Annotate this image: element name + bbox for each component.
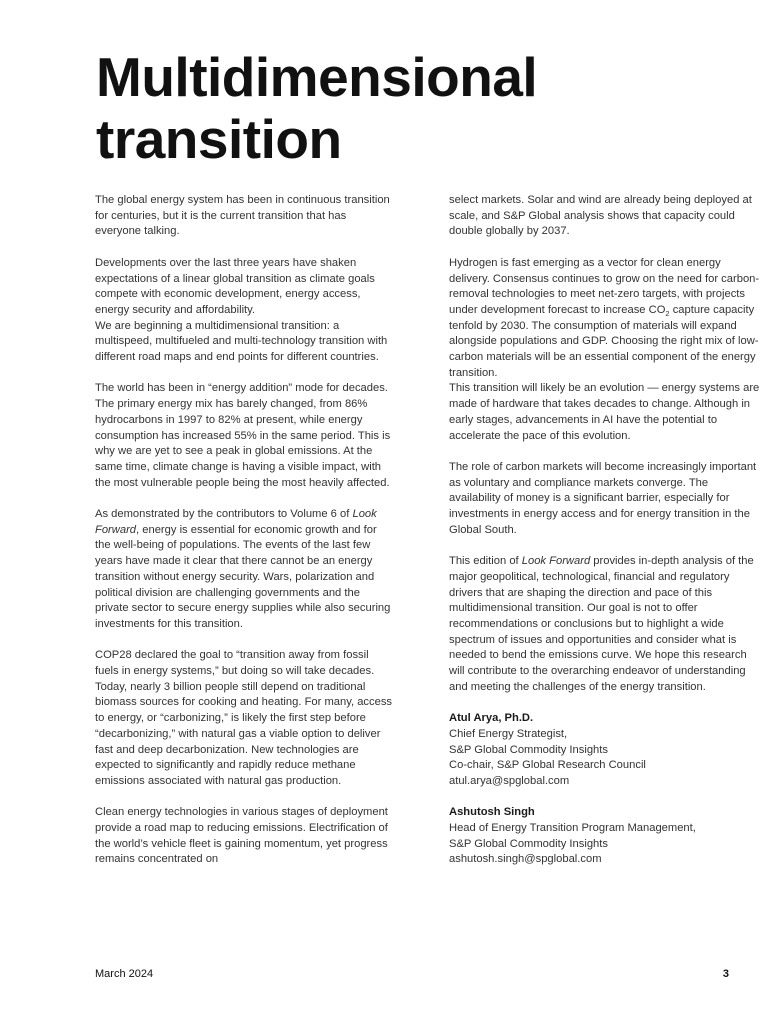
- signatory-name: Atul Arya, Ph.D.: [449, 712, 534, 725]
- publication-title: Look Forward: [95, 508, 377, 536]
- page-title: Multidimensional transition: [96, 46, 538, 170]
- paragraph: This transition will likely be an evolution — energy systems are made of hardware that takes decades to change. Although in early stages, advancements in AI have the potential to accelerate the pace of this evolution.: [449, 382, 760, 442]
- paragraph: The role of carbon markets will become increasingly important as voluntary and compliance markets converge. The availability of money is a significant barrier, especially for investments in energy access and for energy transition in the Global South.: [449, 460, 757, 536]
- text-run: Hydrogen is fast emerging as a vector for clean energy delivery. Consensus continues to grow on the need for carbon-removal technologies to meet net-zero targets, with projects under development forecast to increase CO: [449, 256, 760, 316]
- signatory-email[interactable]: atul.arya@spglobal.com: [449, 774, 570, 787]
- signatory-email[interactable]: ashutosh.singh@spglobal.com: [449, 853, 602, 866]
- text-run: , energy is essential for economic growth and for the well-being of populations. The events of the last few years have made it clear that there cannot be an energy transition without energy security. Wars, polarization and political division are challenging governments and the private sector to secure energy supplies while also securing investments for this transition.: [95, 523, 391, 630]
- publication-title: Look Forward: [521, 555, 591, 568]
- right-column: [449, 193, 761, 884]
- text-run: provides in-depth analysis of the major geopolitical, technological, financial and regulatory drivers that are shaping the direction and pace of this multidimensional transition. Our goal is not to offer recommendations or conclusions but to highlight a wide spectrum of issues and opportunities and consider what is needed to bend the emissions curve. We hope this research will contribute to the overarching endeavor of understanding and meeting the challenges of the energy transition.: [449, 555, 754, 693]
- signatory-organization: S&P Global Commodity Insights: [449, 743, 608, 756]
- signatory-name: Ashutosh Singh: [449, 806, 535, 819]
- signatory-role: Co-chair, S&P Global Research Council: [449, 759, 646, 772]
- paragraph: Developments over the last three years have shaken expectations of a linear global transition as climate goals compete with economic development, energy access, energy security and affordability.: [95, 256, 375, 316]
- text-run: As demonstrated by the contributors to Volume 6 of: [95, 508, 353, 521]
- paragraph: [95, 507, 395, 633]
- paragraph: Clean energy technologies in various stages of deployment provide a road map to reducing emissions. Electrification of the world’s vehicle fleet is gaining momentum, yet progress remains concentrated on: [95, 806, 388, 866]
- signatory-title: Head of Energy Transition Program Management,: [449, 822, 696, 835]
- paragraph: select markets. Solar and wind are already being deployed at scale, and S&P Global analysis shows that capacity could double globally by 2037.: [449, 194, 752, 238]
- paragraph: COP28 declared the goal to “transition away from fossil fuels in energy systems,” but doing so will take decades. Today, nearly 3 billion people still depend on traditional biomass sources for cooking and heating. For many, access to energy, or “carbonizing,” is likely the first step before “decarbonizing,” with natural gas a viable option to deliver fast and deep decarbonization. New technologies are expected to significantly and rapidly reduce methane emissions associated with natural gas production.: [95, 649, 393, 787]
- signatory-title: Chief Energy Strategist,: [449, 727, 568, 740]
- paragraph: The global energy system has been in continuous transition for centuries, but it is the current transition that has everyone talking.: [95, 194, 390, 238]
- paragraph: [449, 256, 761, 382]
- paragraph: [449, 554, 761, 695]
- signatory-organization: S&P Global Commodity Insights: [449, 837, 608, 850]
- signature-block: [449, 805, 761, 868]
- footer-date: March 2024: [95, 968, 154, 980]
- text-run: This edition of: [449, 555, 522, 568]
- subscript: 2: [665, 309, 670, 319]
- paragraph: We are beginning a multidimensional transition: a multispeed, multifueled and multi-technology transition with different road maps and end points for different countries.: [95, 319, 388, 364]
- signature-block: [449, 711, 761, 790]
- paragraph: The world has been in “energy addition” mode for decades. The primary energy mix has barely changed, from 86% hydrocarbons in 1997 to 82% at present, while energy consumption has increased 55% in the same period. This is why we are yet to see a peak in global emissions. At the same time, climate change is having a visible impact, with the most vulnerable people being the most heavily affected.: [95, 382, 391, 489]
- page-number: 3: [722, 968, 729, 980]
- left-column: [95, 193, 395, 884]
- text-run: capture capacity tenfold by 2030. The consumption of materials will expand alongside populations and GDP. Choosing the right mix of low-carbon materials will be an essential component of the energy transition.: [449, 303, 759, 379]
